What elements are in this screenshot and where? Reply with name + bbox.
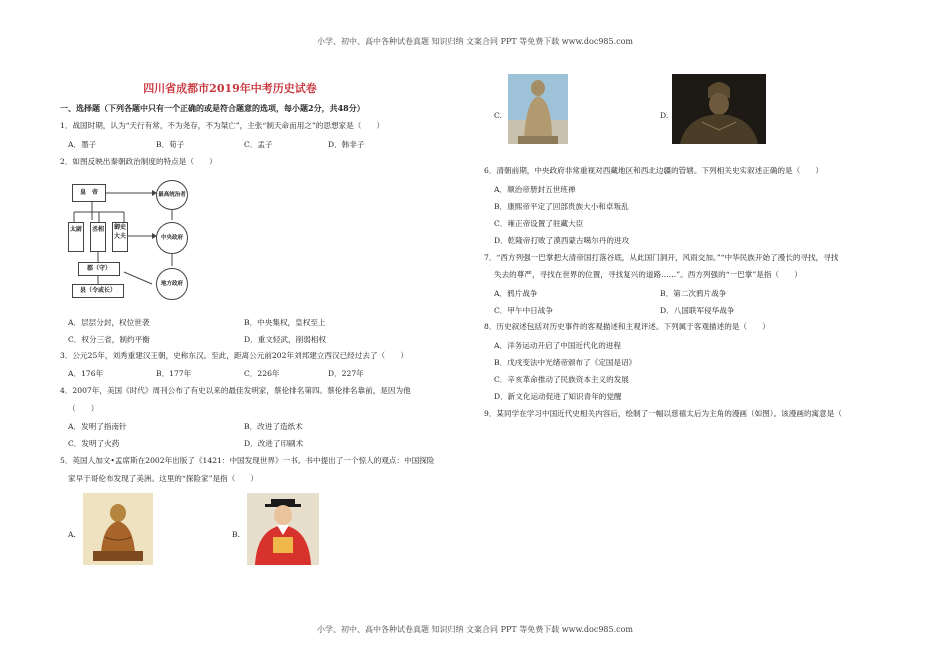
q1-option-c: C．孟子 [244, 140, 273, 149]
seated-monk-figure [83, 493, 153, 565]
question-9: 9．某同学在学习中国近代史相关内容后，绘制了一幅以慈禧太后为主角的漫画（如图）。该漫画的寓意是（ [484, 409, 842, 418]
q4-option-b: B．改进了造纸术 [244, 422, 303, 431]
question-4: 4．2007年，美国《时代》周刊公布了有史以来的最佳发明家，蔡伦排名第四。蔡伦排名靠前，是因为他 [60, 386, 411, 395]
question-6: 6．清朝前期，中央政府非常重视对西藏地区和西北边疆的管辖。下列相关史实叙述正确的是（ ） [484, 166, 823, 175]
question-3: 3．公元25年，刘秀重建汉王朝，史称东汉。至此，距离公元前202年刘邦建立西汉已经过去了（ ） [60, 351, 408, 360]
q4-option-c: C．发明了火药 [68, 439, 120, 448]
xian-box: 县（令或长） [72, 284, 124, 298]
q1-option-d: D．韩非子 [328, 140, 365, 149]
q5-option-a-label: A. [68, 530, 76, 539]
chengxiang-box: 丞相 [90, 222, 106, 252]
q8-option-a: A．洋务运动开启了中国近代化的进程 [494, 341, 621, 350]
q8-option-c: C．辛亥革命推动了民族资本主义的发展 [494, 375, 629, 384]
q3-option-a: A．176年 [68, 369, 104, 378]
q6-option-d: D．乾隆帝打败了漠西蒙古噶尔丹的进攻 [494, 236, 630, 245]
q5-option-b-label: B. [232, 530, 240, 539]
yushi-box: 御史大夫 [112, 222, 128, 252]
q7-option-c: C．甲午中日战争 [494, 306, 553, 315]
q7-option-a: A．鸦片战争 [494, 289, 538, 298]
q1-option-a: A．墨子 [68, 140, 97, 149]
buddha-statue-image [83, 493, 153, 565]
q5-option-c-label: C. [494, 111, 502, 120]
question-1: 1．战国时期，认为“天行有常，不为尧存，不为桀亡”，主张“制天命而用之”的思想家是（ ） [60, 121, 385, 130]
qin-political-system-diagram [68, 178, 196, 306]
warrior-statue-image [672, 74, 766, 144]
question-4-cont: （ ） [68, 404, 99, 413]
standing-statue-image [508, 74, 568, 144]
central-government-circle: 中央政府 [156, 222, 188, 254]
q4-option-d: D．改进了印刷术 [244, 439, 304, 448]
q1-option-b: B．荀子 [156, 140, 185, 149]
question-7-cont: 失去的尊严，寻找在世界的位置，寻找复兴的道路……”。西方列强的“一巴掌”是指（ ） [494, 270, 802, 279]
question-7: 7．“西方列强一巴掌把大清帝国打落谷底，从此国门洞开，风雨交加。”“中华民族开始了漫长的寻找，寻找 [484, 253, 839, 262]
q3-option-c: C．226年 [244, 369, 280, 378]
statue-figure [508, 74, 568, 144]
q8-option-b: B．戊戌变法中光绪帝颁布了《定国是诏》 [494, 358, 637, 367]
q8-option-d: D．新文化运动促进了知识青年的觉醒 [494, 392, 622, 401]
q2-option-d: D．重文轻武，削弱相权 [244, 335, 327, 344]
question-2: 2．如图反映出秦朝政治制度的特点是（ ） [60, 157, 217, 166]
q3-option-b: B．177年 [156, 369, 192, 378]
q2-option-a: A．层层分封，权位世袭 [68, 318, 150, 327]
q6-option-a: A．顺治帝册封五世班禅 [494, 185, 576, 194]
q3-option-d: D．227年 [328, 369, 364, 378]
q2-option-c: C．权分三省，制约平衡 [68, 335, 150, 344]
ming-official-portrait-image [247, 493, 319, 565]
section-heading: 一、选择题（下列各题中只有一个正确的或是符合题意的选项，每小题2分，共48分） [60, 103, 365, 113]
q6-option-b: B．康熙帝平定了回部贵族大小和卓叛乱 [494, 202, 629, 211]
question-5: 5．英国人加文•孟席斯在2002年出版了《1421：中国发现世界》一书。书中提出了一个惊人的观点：中国探险 [60, 456, 435, 465]
question-5-cont: 家早于哥伦布发现了美洲。这里的“探险家”是指（ ） [68, 474, 259, 483]
q7-option-b: B．第二次鸦片战争 [660, 289, 727, 298]
q5-option-d-label: D. [660, 111, 669, 120]
jun-box: 郡（守） [78, 262, 120, 276]
emperor-box: 皇 帝 [72, 184, 106, 202]
local-government-circle: 地方政府 [156, 268, 188, 300]
question-8: 8．历史叙述包括对历史事件的客观描述和主观评述。下列属于客观描述的是（ ） [484, 322, 770, 331]
page-header: 小学、初中、高中各种试卷真题 知识归纳 文案合同 PPT 等免费下载 www.doc985.com [316, 37, 634, 46]
taiwei-box: 太尉 [68, 222, 84, 252]
exam-title: 四川省成都市2019年中考历史试卷 [143, 82, 317, 95]
q7-option-d: D．八国联军侵华战争 [660, 306, 735, 315]
official-in-red-robe [247, 493, 319, 565]
q2-option-b: B．中央集权，皇权至上 [244, 318, 326, 327]
q4-option-a: A．发明了指南针 [68, 422, 127, 431]
supreme-ruler-circle: 最高统治者 [156, 180, 188, 210]
page-footer: 小学、初中、高中各种试卷真题 知识归纳 文案合同 PPT 等免费下载 www.doc985.com [316, 625, 634, 634]
armored-warrior-bust [672, 74, 766, 144]
q6-option-c: C．雍正帝设置了驻藏大臣 [494, 219, 584, 228]
